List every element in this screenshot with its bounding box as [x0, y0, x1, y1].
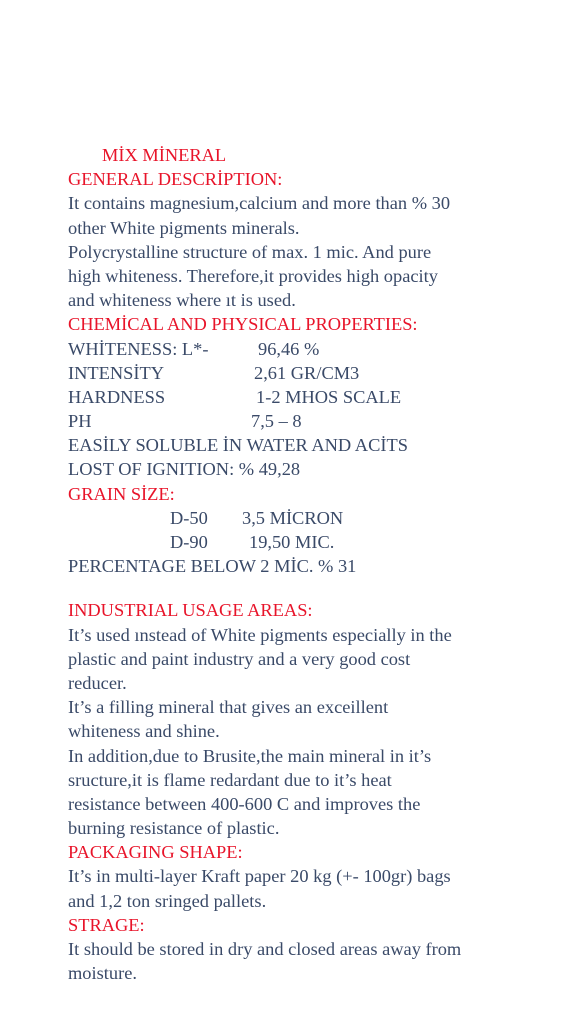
hardness-value: 1-2 MHOS SCALE [256, 386, 402, 407]
document-title: MİX MİNERAL [102, 145, 227, 165]
whiteness-row [68, 337, 558, 361]
usage-heading: INDUSTRIAL USAGE AREAS: [68, 600, 313, 621]
ph-label: PH [68, 411, 92, 432]
section-gap [68, 578, 558, 598]
properties-heading: CHEMİCAL AND PHYSICAL PROPERTIES: [68, 314, 418, 335]
intensity-value: 2,61 GR/CM3 [254, 362, 360, 383]
usage-line: plastic and paint industry and a very good cost [68, 648, 411, 669]
usage-line: resistance between 400-600 C and improves the [68, 793, 421, 814]
d50-value: 3,5 MİCRON [242, 507, 344, 528]
intensity-label: INTENSİTY [68, 362, 165, 383]
general-description-heading: GENERAL DESCRİPTION: [68, 169, 283, 190]
general-description-line: It contains magnesium,calcium and more than % 30 [68, 193, 451, 214]
whiteness-value: 96,46 % [258, 338, 320, 359]
hardness-row [68, 385, 558, 409]
storage-line: moisture. [68, 963, 137, 984]
d90-label: D-90 [170, 532, 208, 552]
hardness-label: HARDNESS [68, 386, 166, 407]
d90-value: 19,50 MIC. [249, 532, 335, 552]
general-description-line: high whiteness. Therefore,it provides high opacity [68, 265, 438, 286]
usage-line: whiteness and shine. [68, 721, 220, 742]
usage-line: sructure,it is flame redardant due to it’s heat [68, 769, 392, 790]
grain-size-heading: GRAIN SİZE: [68, 483, 175, 504]
usage-line: reducer. [68, 672, 127, 693]
grain-d90-row [68, 530, 558, 554]
intensity-row [68, 361, 558, 385]
document-body [68, 143, 558, 985]
storage-heading: STRAGE: [68, 914, 145, 935]
ignition-line: LOST OF IGNITION: % 49,28 [68, 459, 301, 480]
ph-value: 7,5 – 8 [251, 411, 302, 432]
general-description-line: Polycrystalline structure of max. 1 mic. And pure [68, 241, 432, 262]
packaging-line: and 1,2 ton sringed pallets. [68, 890, 267, 911]
general-description-line: other White pigments minerals. [68, 217, 300, 238]
usage-line: burning resistance of plastic. [68, 818, 280, 839]
whiteness-label: WHİTENESS: L*- [68, 338, 209, 359]
d50-label: D-50 [170, 507, 208, 528]
usage-line: It’s used ınstead of White pigments especially in the [68, 624, 452, 645]
ph-row [68, 409, 558, 433]
grain-d50-row [68, 506, 558, 530]
usage-line: It’s a filling mineral that gives an exceillent [68, 697, 389, 718]
usage-line: In addition,due to Brusite,the main mineral in it’s [68, 745, 432, 766]
storage-line: It should be stored in dry and closed areas away from [68, 939, 462, 959]
solubility-line: EASİLY SOLUBLE İN WATER AND ACİTS [68, 435, 408, 456]
percentage-line: PERCENTAGE BELOW 2 MİC. % 31 [68, 556, 357, 577]
packaging-line: It’s in multi-layer Kraft paper 20 kg (+- 100gr) bags [68, 866, 451, 887]
packaging-heading: PACKAGING SHAPE: [68, 842, 243, 863]
general-description-line: and whiteness where ıt is used. [68, 290, 296, 311]
